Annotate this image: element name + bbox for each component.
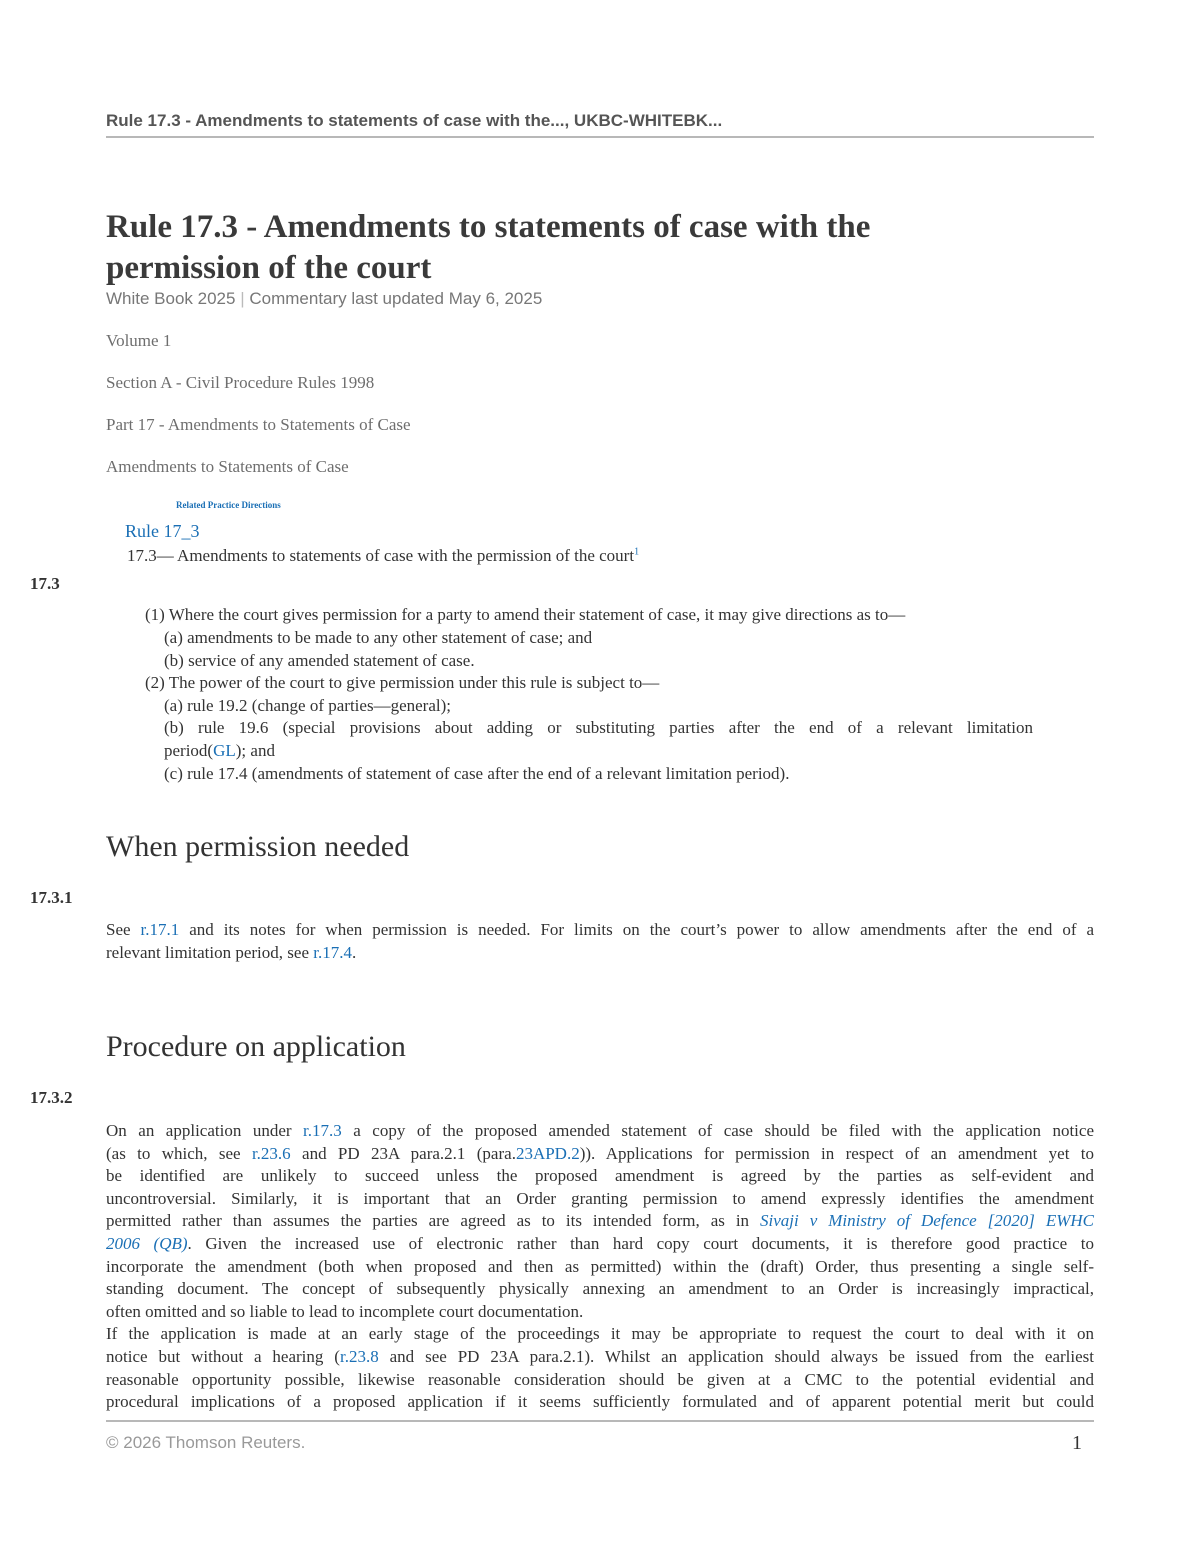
body-line: If the application is made at an early stage of the proceedings it may be appropriate to request the court to deal with it on (106, 1324, 1094, 1344)
meta-separator: | (240, 289, 245, 308)
body-line: On an application under r.17.3 a copy of the proposed amended statement of case should be filed with the application notice (106, 1121, 1094, 1140)
section-number-17-3-1: 17.3.1 (30, 888, 73, 907)
section-number-17-3-2: 17.3.2 (30, 1088, 73, 1107)
rule-line-1: (1) Where the court gives permission for a party to amend their statement of case, it may give directions as to— (145, 605, 906, 624)
section-1-body (106, 919, 1094, 964)
related-practice-directions-link[interactable]: Related Practice Directions (176, 500, 281, 510)
body-line: procedural implications of a proposed application if it seems sufficiently formulated and of apparent potential merit but could (106, 1392, 1094, 1412)
footer-divider (106, 1420, 1094, 1422)
breadcrumb-part: Part 17 - Amendments to Statements of Case (106, 415, 411, 434)
rule-17-1-link[interactable]: r.17.1 (140, 920, 180, 939)
section-2-body (106, 1120, 1094, 1414)
body-line: incorporate the amendment (both when proposed and then as permitted) within the (draft) Order, thus presenting a single self- (106, 1256, 1094, 1276)
case-link-sivaji[interactable]: Sivaji v Ministry of Defence [2020] EWHC (760, 1211, 1094, 1231)
title-line-2: permission of the court (106, 250, 432, 286)
section-heading-when-permission-needed: When permission needed (106, 830, 410, 863)
paragraph-number: 17.3 (30, 574, 60, 593)
glossary-link[interactable]: GL (213, 741, 236, 760)
body-line: 2006 (QB). Given the increased use of electronic rather than hard copy court documents, it is therefore good practice to (106, 1233, 1094, 1253)
body-line: uncontroversial. Similarly, it is important that an Order granting permission to amend expressly identifies the amendment (106, 1188, 1094, 1208)
rule-line-3: (b) service of any amended statement of case. (164, 651, 475, 670)
pd-23apd-2-link[interactable]: 23APD.2 (515, 1143, 580, 1163)
document-meta (106, 289, 542, 309)
last-updated: Commentary last updated May 6, 2025 (249, 289, 543, 308)
body-line: relevant limitation period, see r.17.4. (106, 942, 357, 962)
body-line: notice but without a hearing (r.23.8 and see PD 23A para.2.1). Whilst an application should always be issued from the earliest (106, 1346, 1094, 1366)
rule-heading (127, 546, 639, 566)
body-line: permitted rather than assumes the parties are agreed as to its intended form, as in Sivaji v Ministry of Defence [2020] EWHC (106, 1211, 1094, 1231)
body-line: be identified are unlikely to succeed unless the proposed amendment is agreed by the parties as self-evident and (106, 1166, 1094, 1186)
rule-line-2: (a) amendments to be made to any other statement of case; and (164, 628, 593, 647)
rule-17-3-ref-link[interactable]: r.17.3 (303, 1121, 342, 1140)
rule-17-3-link[interactable]: Rule 17_3 (125, 521, 200, 541)
body-line: reasonable opportunity possible, likewise reasonable consideration should be given at a CMC to the potential evidential and (106, 1369, 1094, 1389)
body-line: standing document. The concept of subsequently physically annexing an amendment to an Order is increasingly impractical, (106, 1279, 1094, 1299)
rule-line-5: (a) rule 19.2 (change of parties—general); (164, 696, 451, 715)
running-header: Rule 17.3 - Amendments to statements of case with the..., UKBC-WHITEBK... (106, 111, 723, 130)
rule-line-4: (2) The power of the court to give permission under this rule is subject to— (145, 673, 660, 692)
rule-line-7-text-a: period( (164, 741, 214, 760)
book-name: White Book 2025 (106, 289, 236, 308)
body-line: often omitted and so liable to lead to incomplete court documentation. (106, 1301, 584, 1321)
case-link-sivaji-cont[interactable]: 2006 (QB) (106, 1233, 188, 1253)
rule-line-8: (c) rule 17.4 (amendments of statement of case after the end of a relevant limitation period). (164, 764, 790, 783)
header-divider (106, 136, 1094, 138)
copyright: © 2026 Thomson Reuters. (106, 1433, 306, 1452)
rule-23-6-link[interactable]: r.23.6 (251, 1143, 291, 1163)
section-heading-procedure-on-application: Procedure on application (106, 1030, 406, 1063)
body-line: See r.17.1 and its notes for when permission is needed. For limits on the court’s power to allow amendments after the end of a (106, 920, 1094, 939)
rule-line-7-text-b: ); and (235, 741, 275, 760)
rule-heading-text: 17.3— Amendments to statements of case with the permission of the court (127, 546, 635, 565)
rule-23-8-link[interactable]: r.23.8 (339, 1346, 379, 1366)
title-line-1: Rule 17.3 - Amendments to statements of case with the (106, 209, 871, 245)
rule-line-6: (b) rule 19.6 (special provisions about adding or substituting parties after the end of a relevant limitation (164, 718, 1033, 737)
page-title (106, 207, 1094, 289)
page-number: 1 (1072, 1432, 1082, 1454)
body-line: (as to which, see r.23.6 and PD 23A para.2.1 (para.23APD.2)). Applications for permission in respect of an amendment yet to (106, 1143, 1094, 1163)
breadcrumb-volume: Volume 1 (106, 331, 172, 350)
rule-line-7 (164, 740, 275, 763)
rule-17-4-link[interactable]: r.17.4 (313, 942, 352, 962)
breadcrumb-section: Section A - Civil Procedure Rules 1998 (106, 373, 375, 392)
breadcrumb-topic: Amendments to Statements of Case (106, 457, 349, 476)
footnote-link[interactable]: 1 (634, 546, 640, 558)
